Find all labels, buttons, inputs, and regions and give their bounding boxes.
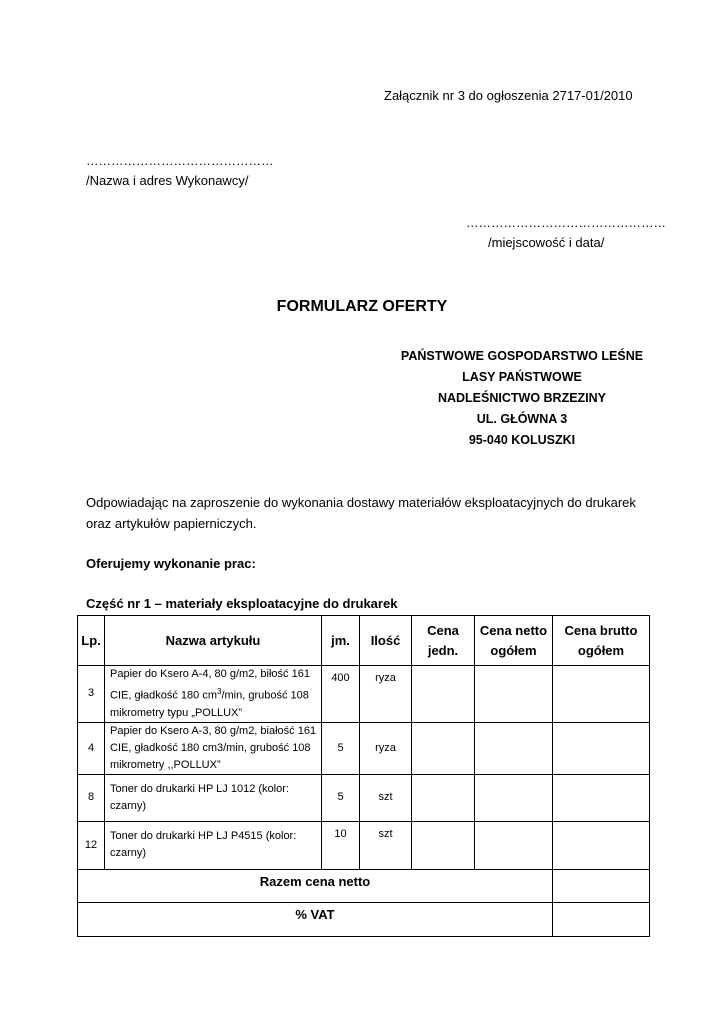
vat-row (78, 902, 650, 936)
row-unit-price (412, 821, 475, 869)
offer-table (77, 615, 650, 937)
table-row (78, 666, 650, 723)
header-unit-price-line2: jedn. (427, 642, 459, 658)
form-title: FORMULARZ OFERTY (276, 298, 448, 315)
row-name: Papier do Ksero A-3, 80 g/m2, białość 161 CIE, gładkość 180 cm3/min, grubość 108 mikrometry ,,POLLUX” (105, 722, 322, 774)
header-net-total-line2: ogółem (490, 642, 537, 658)
row-qty: ryza (360, 722, 412, 774)
intro-paragraph: Odpowiadając na zaproszenie do wykonania dostawy materiałów eksploatacyjnych do drukarek oraz artykułów papierniczych. (86, 495, 636, 531)
row-unit: 5 (322, 722, 360, 774)
place-date-label: /miejscowość i data/ (488, 235, 605, 250)
header-unit-price-line1: Cena (427, 622, 459, 638)
sum-net-label: Razem cena netto (78, 869, 553, 902)
row-gross-total (553, 774, 650, 821)
header-lp: Lp. (78, 616, 105, 666)
place-date-dots: ………………………………………… (466, 216, 666, 230)
table-row (78, 722, 650, 774)
row-name-part-b: /min, grubość 108 mikrometry typu „POLLUX” (110, 689, 309, 719)
row-lp: 12 (78, 821, 105, 869)
row-net-total (475, 666, 553, 723)
row-net-total (475, 821, 553, 869)
row-name: Toner do drukarki HP LJ 1012 (kolor: czarny) (105, 774, 322, 821)
sum-net-value (553, 869, 650, 902)
row-gross-total (553, 666, 650, 723)
part-heading: Część nr 1 – materiały eksploatacyjne do drukarek (86, 596, 398, 611)
header-unit-price (412, 616, 475, 666)
row-unit: 10 (322, 821, 360, 869)
address-line-5: 95-040 KOLUSZKI (468, 433, 576, 447)
row-net-total (475, 722, 553, 774)
address-line-4: UL. GŁÓWNA 3 (476, 412, 568, 426)
header-net-total (475, 616, 553, 666)
address-line-2: LASY PAŃSTWOWE (462, 370, 582, 384)
contractor-label: /Nazwa i adres Wykonawcy/ (86, 173, 249, 188)
table-row (78, 821, 650, 869)
address-line-1: PAŃSTWOWE GOSPODARSTWO LEŚNE (400, 349, 644, 363)
row-unit-price (412, 722, 475, 774)
vat-label: % VAT (78, 902, 553, 936)
attachment-note: Załącznik nr 3 do ogłoszenia 2717-01/2010 (384, 88, 633, 103)
header-gross-total (553, 616, 650, 666)
row-qty: szt (360, 774, 412, 821)
row-name-part-a: Papier do Ksero A-4, 80 g/m2, biłość 161 CIE, gładkość 180 cm (110, 668, 310, 702)
table-header-row (78, 616, 650, 666)
header-unit: jm. (322, 616, 360, 666)
vat-value (553, 902, 650, 936)
header-gross-total-line2: ogółem (577, 642, 625, 658)
row-gross-total (553, 722, 650, 774)
table-row (78, 774, 650, 821)
address-line-3: NADLEŚNICTWO BRZEZINY (437, 391, 607, 405)
row-qty: szt (360, 821, 412, 869)
row-unit: 400 (322, 666, 360, 723)
row-qty: ryza (360, 666, 412, 723)
sum-net-row (78, 869, 650, 902)
row-unit-price (412, 666, 475, 723)
row-lp: 8 (78, 774, 105, 821)
contractor-dots: ……………………………………… (86, 154, 274, 168)
row-lp: 4 (78, 722, 105, 774)
header-gross-total-line1: Cena brutto (564, 622, 638, 638)
header-net-total-line1: Cena netto (479, 622, 548, 638)
row-unit: 5 (322, 774, 360, 821)
header-name: Nazwa artykułu (105, 616, 322, 666)
header-qty: Ilość (360, 616, 412, 666)
row-name: Toner do drukarki HP LJ P4515 (kolor: czarny) (105, 821, 322, 869)
row-unit-price (412, 774, 475, 821)
row-net-total (475, 774, 553, 821)
row-name-superscript: 3 (217, 687, 222, 696)
row-gross-total (553, 821, 650, 869)
offer-heading: Oferujemy wykonanie prac: (86, 556, 256, 571)
row-name (105, 666, 322, 723)
row-lp: 3 (78, 666, 105, 723)
